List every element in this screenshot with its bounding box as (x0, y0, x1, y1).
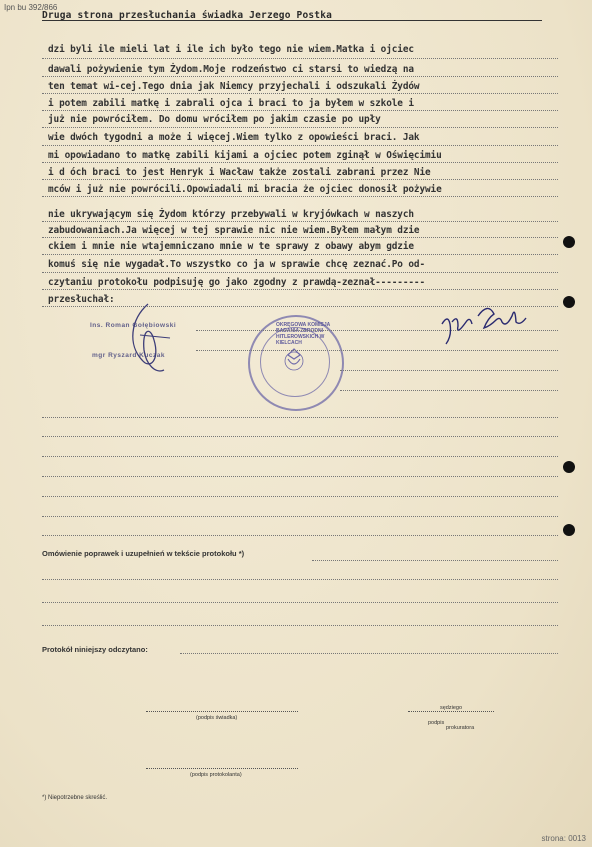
body-line: dawali pożywienie tym Żydom.Moje rodzeństwo ci starsi to wiedzą na (48, 64, 414, 75)
judge-caption-prefix: podpis (428, 720, 445, 726)
dotted-rule (42, 254, 558, 255)
dotted-rule (180, 653, 558, 654)
dotted-rule (42, 602, 558, 603)
dotted-rule (42, 237, 558, 238)
dotted-rule (42, 162, 558, 163)
witness-signature-caption: (podpis świadka) (196, 715, 238, 721)
corrections-label: Omówienie poprawek i uzupełnień w tekście protokołu *) (42, 549, 245, 558)
body-line: ckiem i mnie nie wtajemniczano mnie w te sprawy z obawy abym gdzie (48, 241, 414, 252)
binder-hole (563, 296, 575, 308)
body-line: dzi byli ile mieli lat i ile ich było tego nie wiem.Matka i ojciec (48, 44, 414, 55)
dotted-rule (42, 127, 558, 128)
body-line: już nie powróciłem. Do domu wróciłem po jakim czasie po upły (48, 114, 381, 125)
page-number: strona: 0013 (541, 834, 586, 843)
dotted-rule (42, 535, 558, 536)
binder-hole (563, 524, 575, 536)
footnote: *) Niepotrzebne skreślić. (42, 795, 108, 801)
dotted-rule (42, 289, 558, 290)
interrogator-stamp: mgr Ryszard Kuczak (92, 352, 165, 359)
dotted-rule (42, 76, 558, 77)
dotted-rule (42, 58, 558, 59)
judge-caption-top: sędziego (440, 705, 463, 711)
body-line: wie dwóch tygodni a może i więcej.Wiem tylko z opowieści braci. Jak (48, 132, 420, 143)
clerk-signature-line (146, 768, 298, 769)
dotted-rule (42, 436, 558, 437)
judge-caption-bottom: prokuratora (446, 725, 475, 731)
dotted-rule (42, 579, 558, 580)
interrogator-stamp: Ins. Roman Gołębiowski (90, 322, 177, 329)
witness-signature-line (146, 711, 298, 712)
dotted-rule (42, 110, 558, 111)
body-line: mi opowiadano to matkę zabili kijami a ojciec potem zginął w Oświęcimiu (48, 150, 442, 161)
dotted-rule (196, 350, 558, 351)
dotted-rule (42, 179, 558, 180)
body-line: i potem zabili matkę i zabrali ojca i braci to ja byłem w szkole i (48, 98, 414, 109)
dotted-rule (42, 516, 558, 517)
dotted-rule (42, 496, 558, 497)
dotted-rule (42, 93, 558, 94)
body-line: ten temat wi-cej.Tego dnia jak Niemcy przyjechali i odszukali Żydów (48, 81, 420, 92)
header-rule (42, 20, 542, 21)
clerk-signature-caption: (podpis protokolanta) (190, 772, 242, 778)
dotted-rule (340, 370, 558, 371)
body-line: czytaniu protokołu podpisuję go jako zgodny z prawdą-zeznał--------- (48, 277, 426, 288)
body-line: nie ukrywającym się Żydom którzy przebywali w kryjówkach w naszych (48, 209, 414, 220)
dotted-rule (42, 625, 558, 626)
protocol-read-label: Protokół niniejszy odczytano: (42, 645, 148, 654)
archive-reference: Ipn bu 392/866 (4, 3, 58, 12)
dotted-rule (312, 560, 558, 561)
dotted-rule (42, 456, 558, 457)
dotted-rule (340, 390, 558, 391)
body-line: komuś się nie wygadał.To wszystko co ja w sprawie chcę zeznać.Po od- (48, 259, 426, 270)
binder-hole (563, 236, 575, 248)
dotted-rule (42, 221, 558, 222)
judge-signature-line (408, 711, 494, 712)
body-line: przesłuchał: (48, 294, 115, 305)
interrogator-signature (120, 300, 180, 380)
body-line: zabudowaniach.Ja więcej w tej sprawie nic nie wiem.Byłem małym dzie (48, 225, 420, 236)
dotted-rule (196, 330, 558, 331)
dotted-rule (42, 272, 558, 273)
body-line: mców i już nie powrócili.Opowiadali mi bracia że ojciec donosił pożywie (48, 184, 442, 195)
binder-hole (563, 461, 575, 473)
dotted-rule (42, 417, 558, 418)
body-line: i d óch braci to jest Henryk i Wacław także zostali zabrani przez Nie (48, 167, 431, 178)
dotted-rule (42, 476, 558, 477)
page-header-title: Druga strona przesłuchania świadka Jerzego Postka (42, 10, 333, 21)
witness-signature (438, 298, 538, 348)
stamp-text: OKRĘGOWA KOMISJA BADANIA ZBRODNI HITLEROWSKICH W KIELCACH (276, 322, 331, 346)
dotted-rule (42, 145, 558, 146)
dotted-rule (42, 196, 558, 197)
